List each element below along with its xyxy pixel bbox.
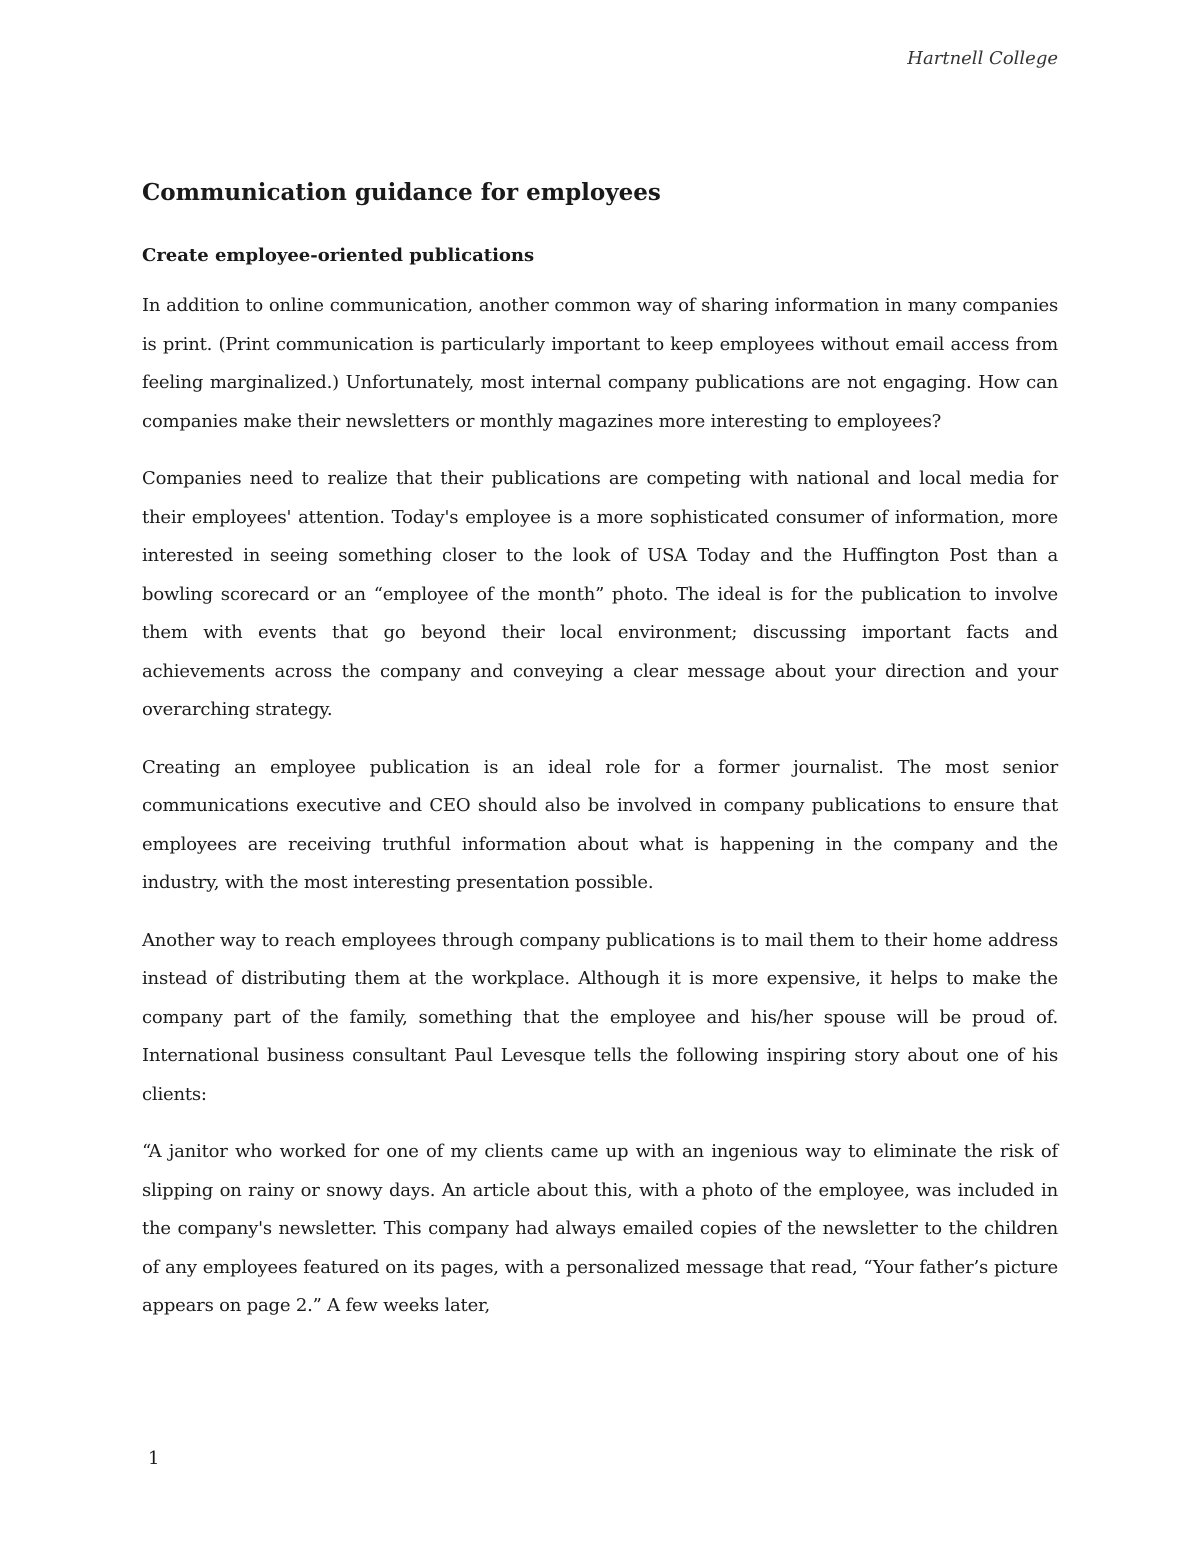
header-institution: Hartnell College: [907, 48, 1058, 69]
section-heading: Create employee-oriented publications: [142, 244, 535, 266]
document-title: Communication guidance for employees: [142, 179, 661, 206]
paragraph: In addition to online communication, another common way of sharing information in many companies is print. (Print communication is particularly important to keep employees without email access from feeling marginalized.) Unfortunately, most internal company publications are not engaging. How can companies make their newsletters or monthly magazines more interesting to employees?: [142, 295, 1058, 432]
paragraph: “A janitor who worked for one of my clients came up with an ingenious way to eliminate the risk of slipping on rainy or snowy days. An article about this, with a photo of the employee, was included in the company's newsletter. This company had always emailed copies of the newsletter to the children of any employees featured on its pages, with a personalized message that read, “Your father’s picture appears on page 2.” A few weeks later,: [142, 1141, 1058, 1317]
paragraph: Companies need to realize that their publications are competing with national and local media for their employees' attention. Today's employee is a more sophisticated consumer of information, more interested in seeing something closer to the look of USA Today and the Huffington Post than a bowling scorecard or an “employee of the month” photo. The ideal is for the publication to involve them with events that go beyond their local environment; discussing important facts and achievements across the company and conveying a clear message about your direction and your overarching strategy.: [142, 468, 1058, 721]
page-number: 1: [148, 1448, 160, 1469]
paragraph: Creating an employee publication is an ideal role for a former journalist. The most senior communications executive and CEO should also be involved in company publications to ensure that employees are receiving truthful information about what is happening in the company and the industry, with the most interesting presentation possible.: [142, 756, 1058, 894]
paragraph: Another way to reach employees through company publications is to mail them to their home address instead of distributing them at the workplace. Although it is more expensive, it helps to make the company part of the family, something that the employee and his/her spouse will be proud of. International business consultant Paul Levesque tells the following inspiring story about one of his clients:: [142, 929, 1058, 1105]
document-body: [142, 178, 1058, 1345]
